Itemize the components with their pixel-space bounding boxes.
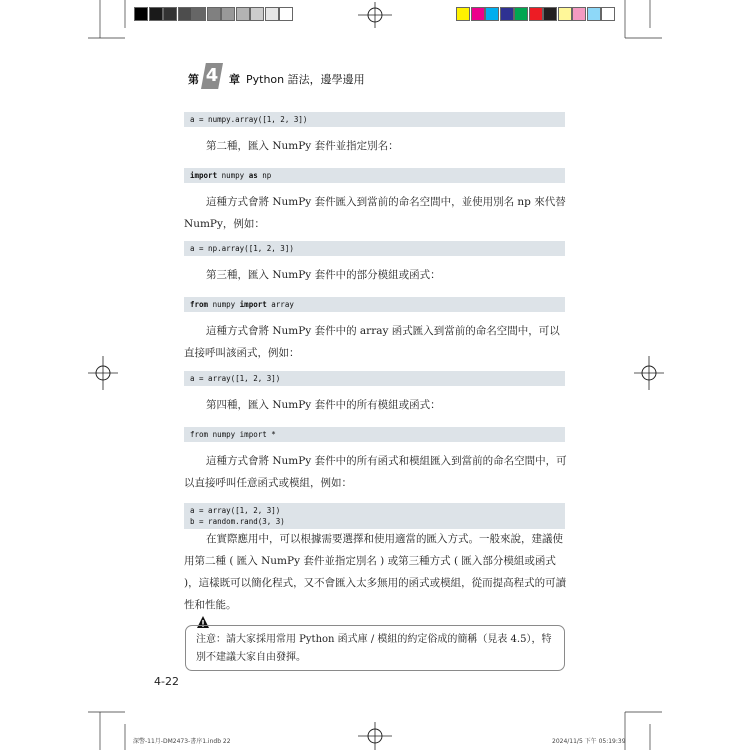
code-block-3: a = np.array([1, 2, 3]) [184,241,565,256]
code-block-6: from numpy import * [184,427,565,442]
code-block-7 [184,503,565,529]
page-number: 4-22 [154,675,179,688]
chapter-suffix: 章 [229,73,240,86]
paragraph-6 [184,450,568,494]
code-block-1: a = numpy.array([1, 2, 3]) [184,112,565,127]
chapter-prefix: 第 [188,73,199,86]
code-line: b = random.rand(3, 3) [190,517,285,526]
paragraph-4 [184,320,568,364]
paragraph-2 [184,191,568,235]
paragraph-3 [184,264,568,286]
footer-timestamp: 2024/11/5 下午 05:19:39 [552,738,626,745]
keyword-import: import [190,171,218,180]
keyword-import: import [239,300,267,309]
code-block-2: import numpy as np [184,168,565,183]
paragraph-text: 第四種，匯入 NumPy 套件中的所有模組或函式： [206,399,441,411]
paragraph-1 [184,135,568,157]
paragraph-text: 第二種，匯入 NumPy 套件並指定別名： [206,140,399,152]
paragraph-text: 這種方式會將 NumPy 套件中的所有函式和模組匯入到當前的命名空間中，可以直接呼叫任意函式或模組，例如： [184,455,567,489]
note-text: 注意：請大家採用常用 Python 函式庫 / 模組的約定俗成的簡稱（見表 4.5），特別不建議大家自由發揮。 [196,634,552,663]
code-block-5: a = array([1, 2, 3]) [184,371,565,386]
chapter-number: 4 [205,65,219,86]
paragraph-5 [184,394,568,416]
chapter-title: Python 語法，邊學邊用 [246,73,365,86]
footer-file-info: 深警-11月-DM2473-書序1.indb 22 [133,738,231,745]
paragraph-text: 第三種，匯入 NumPy 套件中的部分模組或函式： [206,269,441,281]
code-block-4: from numpy import array [184,297,565,312]
paragraph-text: 在實際應用中，可以根據需要選擇和使用適當的匯入方式。一般來說，建議使用第二種 ( 匯入 NumPy 套件並指定別名 ) 或第三種方式 ( 匯入部分模組或函式 )，這樣既可以簡化程式，又不會匯入太多無用的函式或模組，從而提高程式的可讀性和性能。 [184,533,567,611]
keyword-from: from [190,300,209,309]
paragraph-text: 這種方式會將 NumPy 套件匯入到當前的命名空間中，並使用別名 np 來代替 NumPy，例如： [184,196,566,230]
note-box [185,625,565,671]
paragraph-7 [184,528,568,616]
keyword-as: as [248,171,258,180]
paragraph-text: 這種方式會將 NumPy 套件中的 array 函式匯入到當前的命名空間中，可以直接呼叫該函式，例如： [184,325,560,359]
code-line: a = array([1, 2, 3]) [190,506,281,515]
